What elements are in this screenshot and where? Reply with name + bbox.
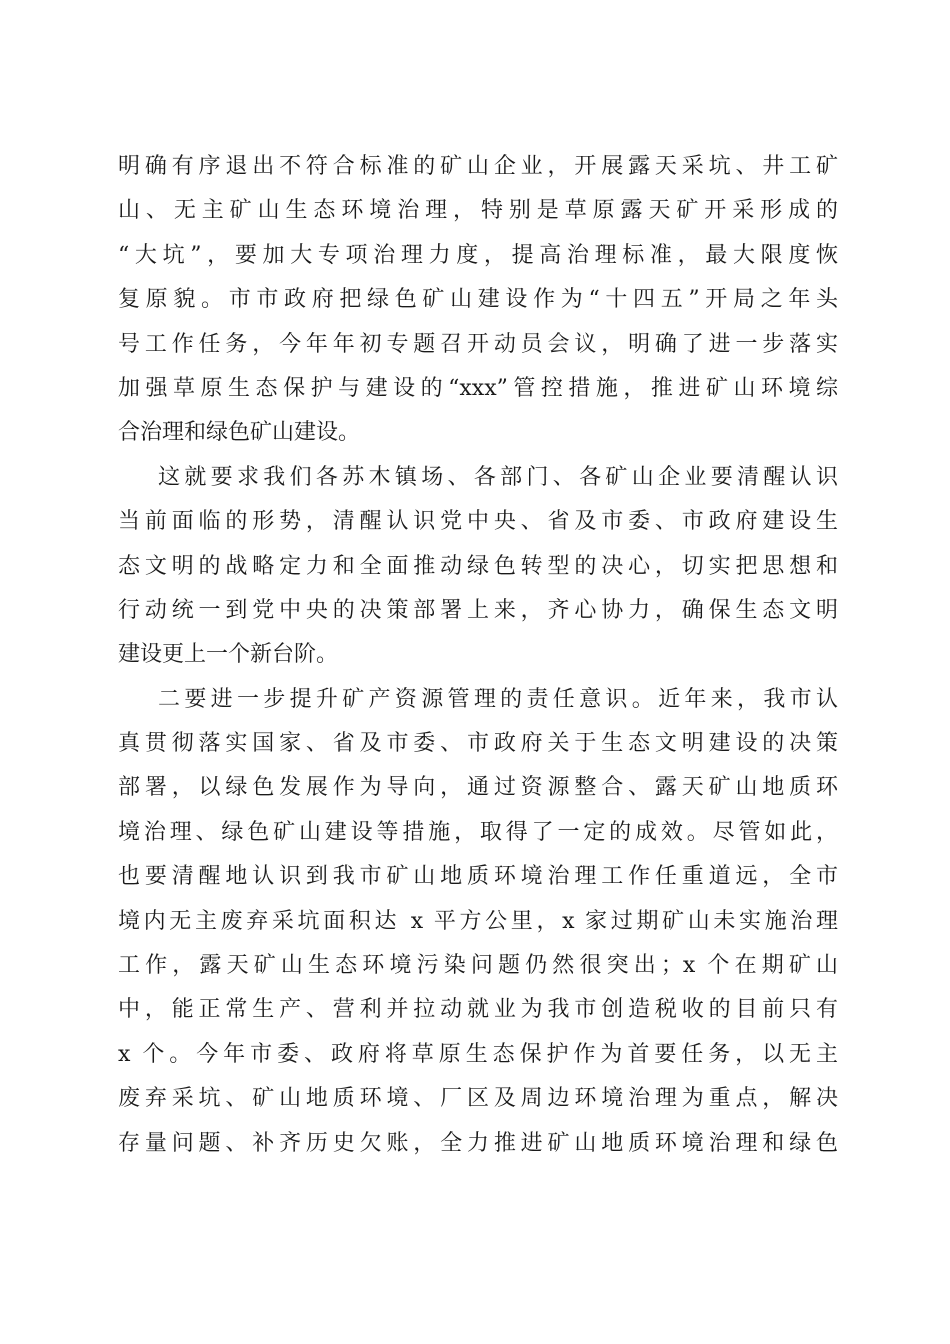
paragraph-1 xyxy=(118,145,838,456)
text-line: “大坑”，要加大专项治理力度，提高治理标准，最大限度恢 xyxy=(118,242,838,268)
text-line: 工作，露天矿山生态环境污染问题仍然很突出；x 个在期矿山 xyxy=(118,953,838,979)
text-line: 中，能正常生产、营利并拉动就业为我市创造税收的目前只有 xyxy=(118,997,838,1023)
text-line: 明确有序退出不符合标准的矿山企业，开展露天采坑、井工矿 xyxy=(118,154,838,179)
text-line: 号工作任务，今年年初专题召开动员会议，明确了进一步落实 xyxy=(118,331,838,357)
text-line: 当前面临的形势，清醒认识党中央、省及市委、市政府建设生 xyxy=(118,509,838,535)
text-line: 也要清醒地认识到我市矿山地质环境治理工作任重道远，全市 xyxy=(118,864,838,890)
document-body xyxy=(118,145,838,1166)
text-line: x 个。今年市委、政府将草原生态保护作为首要任务，以无主 xyxy=(118,1041,838,1067)
text-line: 行动统一到党中央的决策部署上来，齐心协力，确保生态文明 xyxy=(118,597,838,623)
paragraph-3 xyxy=(118,678,838,1166)
paragraph-2 xyxy=(118,456,838,678)
text-line: 合治理和绿色矿山建设。 xyxy=(118,420,361,446)
text-line: 山、无主矿山生态环境治理，特别是草原露天矿开采形成的 xyxy=(118,198,838,224)
text-line: 加强草原生态保护与建设的“xxx”管控措施，推进矿山环境综 xyxy=(118,375,838,401)
text-line: 境内无主废弃采坑面积达 x 平方公里，x 家过期矿山未实施治理 xyxy=(118,908,838,934)
text-line: 境治理、绿色矿山建设等措施，取得了一定的成效。尽管如此， xyxy=(118,819,838,845)
text-line: 态文明的战略定力和全面推动绿色转型的决心，切实把思想和 xyxy=(118,553,838,579)
text-line: 二要进一步提升矿产资源管理的责任意识。近年来，我市认 xyxy=(158,686,838,712)
text-line: 建设更上一个新台阶。 xyxy=(118,642,339,668)
text-line: 废弃采坑、矿山地质环境、厂区及周边环境治理为重点，解决 xyxy=(118,1086,838,1112)
text-line: 存量问题、补齐历史欠账，全力推进矿山地质环境治理和绿色 xyxy=(118,1130,838,1156)
text-line: 真贯彻落实国家、省及市委、市政府关于生态文明建设的决策 xyxy=(118,731,838,757)
text-line: 复原貌。市市政府把绿色矿山建设作为“十四五”开局之年头 xyxy=(118,287,838,313)
text-line: 这就要求我们各苏木镇场、各部门、各矿山企业要清醒认识 xyxy=(158,464,838,490)
text-line: 部署，以绿色发展作为导向，通过资源整合、露天矿山地质环 xyxy=(118,775,838,801)
